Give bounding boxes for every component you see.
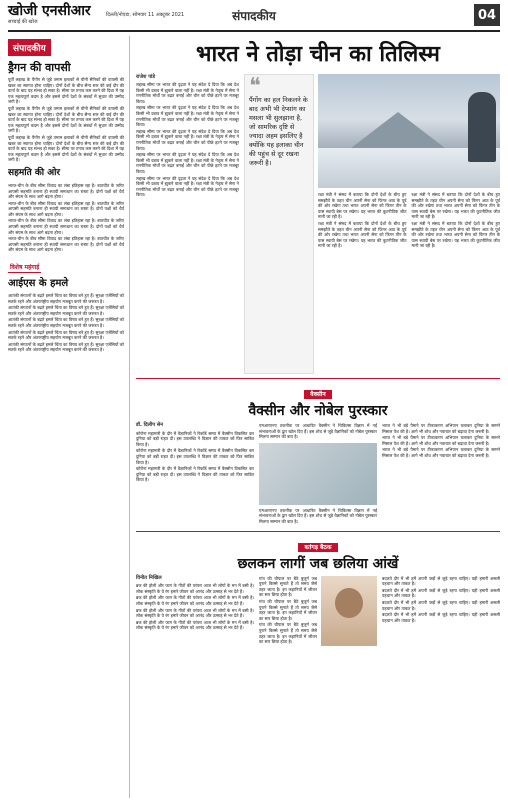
editorial-label: संपादकीय — [8, 39, 51, 56]
lead-photo — [318, 74, 500, 188]
person-figure — [468, 92, 496, 162]
vaccine-byline: डॉ. दिलीप सेन — [136, 422, 163, 428]
page-number: 04 — [474, 4, 500, 26]
masthead — [8, 0, 500, 32]
quote-mark-icon: ❝ — [249, 74, 261, 99]
brand — [8, 4, 100, 26]
author-portrait — [321, 576, 377, 646]
bottom-byline: विनीत निखिल — [136, 574, 162, 581]
special-body: आतंकी संगठनों के बढ़ते हमले चिंता का विषय बने हुए हैं। सुरक्षा एजेंसियों को सतर्क रहने और अंतरराष्ट्रीय सहयोग मजबूत करने की जरूरत है। आतंकी संगठनों के बढ़ते हमले चिंता का विषय बने हुए हैं। सुरक्षा एजेंसियों को सतर्क रहने और अंतरराष्ट्रीय सहयोग मजबूत करने की जरूरत है। आतंकी संगठनों के बढ़ते हमले चिंता का विषय बने हुए हैं। सुरक्षा एजेंसियों को सतर्क रहने और अंतरराष्ट्रीय सहयोग मजबूत करने की जरूरत है। आतंकी संगठनों के बढ़ते हमले चिंता का विषय बने हुए हैं। सुरक्षा एजेंसियों को सतर्क रहने और अंतरराष्ट्रीय सहयोग मजबूत करने की जरूरत है। आतंकी संगठनों के बढ़ते हमले चिंता का विषय बने हुए हैं। सुरक्षा एजेंसियों को सतर्क रहने और अंतरराष्ट्रीय सहयोग मजबूत करने की जरूरत है। — [8, 293, 124, 353]
vaccine-article: वैक्सीन वैक्सीन और नोबेल पुरस्कार डॉ. दिलीप सेन कोरोना महामारी के दौर में वैज्ञानिकों ने रिकॉर्ड समय में वैक्सीन विकसित कर दुनिया को बड़ी राहत दी। इस उपलब्धि ने विज्ञान की ताकत को फिर साबित किया है। कोरोना महामारी के दौर में वैज्ञानिकों ने रिकॉर्ड समय में वैक्सीन विकसित कर दुनिया को बड़ी राहत दी। इस उपलब्धि ने विज्ञान की ताकत को फिर साबित किया है। कोरोना महामारी के दौर में वैज्ञानिकों ने रिकॉर्ड समय में वैक्सीन विकसित कर दुनिया को बड़ी राहत दी। इस उपलब्धि ने विज्ञान की ताकत को फिर साबित किया है। एमआरएनए तकनीक पर आधारित वैक्सीन ने चिकित्सा विज्ञान में नई संभावनाओं के द्वार खोल दिए हैं। इस शोध से जुड़े वैज्ञानिकों को नोबेल पुरस्कार मिलना सम्मान की बात है। एमआरएनए तकनीक पर आधारित वैक्सीन ने चिकित्सा विज्ञान में नई संभावनाओं के द्वार खोल दिए हैं। इस शोध से जुड़े वैज्ञानिकों को नोबेल पुरस्कार मिलना सम्मान की बात है। भारत ने भी बड़े पैमाने पर टीकाकरण अभियान चलाकर दुनिया के सामने मिसाल पेश की है। आगे भी शोध और नवाचार को बढ़ावा देना जरूरी है। भारत ने भी बड़े पैमाने पर टीकाकरण अभियान चलाकर दुनिया के सामने मिसाल पेश की है। आगे भी शोध और नवाचार को बढ़ावा देना जरूरी है। भारत ने भी बड़े पैमाने पर टीकाकरण अभियान चलाकर दुनिया के सामने मिसाल पेश की है। आगे भी शोध और नवाचार को बढ़ावा देना जरूरी है। — [136, 378, 500, 526]
pull-quote-text: पैंगोंग का हल निकलने के बाद अभी भी देप्सांग का मसला भी सुलझाना है, जो सामरिक दृष्टि से ज्यादा अहम इसलिए है क्योंकि यह इलाका चीन की पहुंच से दूर रखना जरूरी है। — [249, 96, 308, 167]
newspaper-logo: खोजी एनसीआर — [8, 3, 91, 19]
bottom-headline: छलकन लागीं जब छलिया आंखें — [237, 555, 399, 572]
lead-right: रक्षा मंत्री ने संसद में बताया कि दोनों देशों के बीच हुए समझौते के तहत चीन अपनी सेना को फिंगर आठ के पूर्व की ओर रखेगा तथा भारत अपनी सेना को फिंगर तीन के पास स्थायी बेस पर रखेगा। यह भारत की कूटनीतिक जीत मानी जा रही है। रक्षा मंत्री ने संसद में बताया कि दोनों देशों के बीच हुए समझौते के तहत चीन अपनी सेना को फिंगर आठ के पूर्व की ओर रखेगा तथा भारत अपनी सेना को फिंगर तीन के पास स्थायी बेस पर रखेगा। यह भारत की कूटनीतिक जीत मानी जा रही है। रक्षा मंत्री ने संसद में बताया कि दोनों देशों के बीच हुए समझौते के तहत चीन अपनी सेना को फिंगर आठ के पूर्व की ओर रखेगा तथा भारत अपनी सेना को फिंगर तीन के पास स्थायी बेस पर रखेगा। यह भारत की कूटनीतिक जीत मानी जा रही है। रक्षा मंत्री ने संसद में बताया कि दोनों देशों के बीच हुए समझौते के तहत चीन अपनी सेना को फिंगर आठ के पूर्व की ओर रखेगा तथा भारत अपनी सेना को फिंगर तीन के पास स्थायी बेस पर रखेगा। यह भारत की कूटनीतिक जीत मानी जा रही है। — [318, 74, 500, 374]
special-label: विशेष महंगाई — [10, 264, 40, 272]
content-grid — [8, 36, 500, 798]
vaccine-photo — [259, 443, 377, 505]
bottom-label: बतंगड़ बैठक — [298, 543, 337, 552]
editorial-body-2: भारत-चीन के बीच सीमा विवाद का लंबा इतिहास रहा है। बातचीत के जरिए आपसी सहमति बनाना ही स्थायी समाधान का रास्ता है। दोनों पक्षों को धैर्य और संयम के साथ आगे बढ़ना होगा। भारत-चीन के बीच सीमा विवाद का लंबा इतिहास रहा है। बातचीत के जरिए आपसी सहमति बनाना ही स्थायी समाधान का रास्ता है। दोनों पक्षों को धैर्य और संयम के साथ आगे बढ़ना होगा। भारत-चीन के बीच सीमा विवाद का लंबा इतिहास रहा है। बातचीत के जरिए आपसी सहमति बनाना ही स्थायी समाधान का रास्ता है। दोनों पक्षों को धैर्य और संयम के साथ आगे बढ़ना होगा। भारत-चीन के बीच सीमा विवाद का लंबा इतिहास रहा है। बातचीत के जरिए आपसी सहमति बनाना ही स्थायी समाधान का रास्ता है। दोनों पक्षों को धैर्य और संयम के साथ आगे बढ़ना होगा। — [8, 182, 124, 253]
tagline: सच्चाई की खोज — [8, 19, 38, 25]
lead-column-1: राजेश पांडे लद्दाख सीमा पर भारत की दृढ़ता ने यह संदेश दे दिया कि अब देश किसी भी दबाव में झुकने वाला नहीं है। रक्षा मंत्री के नेतृत्व में सेना ने रणनीतिक मोर्चों पर बढ़त बनाई और चीन को पीछे हटने पर मजबूर किया। लद्दाख सीमा पर भारत की दृढ़ता ने यह संदेश दे दिया कि अब देश किसी भी दबाव में झुकने वाला नहीं है। रक्षा मंत्री के नेतृत्व में सेना ने रणनीतिक मोर्चों पर बढ़त बनाई और चीन को पीछे हटने पर मजबूर किया। लद्दाख सीमा पर भारत की दृढ़ता ने यह संदेश दे दिया कि अब देश किसी भी दबाव में झुकने वाला नहीं है। रक्षा मंत्री के नेतृत्व में सेना ने रणनीतिक मोर्चों पर बढ़त बनाई और चीन को पीछे हटने पर मजबूर किया। लद्दाख सीमा पर भारत की दृढ़ता ने यह संदेश दे दिया कि अब देश किसी भी दबाव में झुकने वाला नहीं है। रक्षा मंत्री के नेतृत्व में सेना ने रणनीतिक मोर्चों पर बढ़त बनाई और चीन को पीछे हटने पर मजबूर किया। लद्दाख सीमा पर भारत की दृढ़ता ने यह संदेश दे दिया कि अब देश किसी भी दबाव में झुकने वाला नहीं है। रक्षा मंत्री के नेतृत्व में सेना ने रणनीतिक मोर्चों पर बढ़त बनाई और चीन को पीछे हटने पर मजबूर किया। — [136, 74, 239, 198]
vaccine-headline: वैक्सीन और नोबेल पुरस्कार — [248, 403, 388, 419]
dateline: दिल्ली/नोएडा, सोमवार 11 अक्टूबर 2021 — [106, 11, 185, 18]
bottom-article: बतंगड़ बैठक छलकन लागीं जब छलिया आंखें विनीत निखिल ब्रज की होली और फाग के गीतों की परंपरा आज भी लोगों के मन में बसी है। लोक संस्कृति के ये रंग हमारे जीवन को आनंद और उत्साह से भर देते हैं। ब्रज की होली और फाग के गीतों की परंपरा आज भी लोगों के मन में बसी है। लोक संस्कृति के ये रंग हमारे जीवन को आनंद और उत्साह से भर देते हैं। ब्रज की होली और फाग के गीतों की परंपरा आज भी लोगों के मन में बसी है। लोक संस्कृति के ये रंग हमारे जीवन को आनंद और उत्साह से भर देते हैं। ब्रज की होली और फाग के गीतों की परंपरा आज भी लोगों के मन में बसी है। लोक संस्कृति के ये रंग हमारे जीवन को आनंद और उत्साह से भर देते हैं। गांव की चौपाल पर बैठे बुजुर्ग जब पुराने किस्से सुनाते हैं तो समय जैसे ठहर जाता है। इन कहानियों में जीवन का सार छिपा होता है। गांव की चौपाल पर बैठे बुजुर्ग जब पुराने किस्से सुनाते हैं तो समय जैसे ठहर जाता है। इन कहानियों में जीवन का सार छिपा होता है। गांव की चौपाल पर बैठे बुजुर्ग जब पुराने किस्से सुनाते हैं तो समय जैसे ठहर जाता है। इन कहानियों में जीवन का सार छिपा होता है। बदलते दौर में भी हमें अपनी जड़ों से जुड़े रहना चाहिए। यही हमारी असली पहचान और ताकत है। बदलते दौर में भी हमें अपनी जड़ों से जुड़े रहना चाहिए। यही हमारी असली पहचान और ताकत है। बदलते दौर में भी हमें अपनी जड़ों से जुड़े रहना चाहिए। यही हमारी असली पहचान और ताकत है। बदलते दौर में भी हमें अपनी जड़ों से जुड़े रहना चाहिए। यही हमारी असली पहचान और ताकत है। — [136, 531, 500, 649]
pull-quote — [244, 74, 314, 374]
editorial-headline: ड्रैगन की वापसी — [8, 61, 71, 74]
editorial-subhead: सहमति की ओर — [8, 167, 61, 178]
section-heading: संपादकीय — [232, 8, 276, 23]
special-headline: आईएस के हमले — [8, 278, 69, 290]
main-area — [130, 36, 500, 798]
lead-headline: भारत ने तोड़ा चीन का तिलिस्म — [196, 42, 440, 67]
lead-article — [136, 74, 500, 374]
vaccine-label: वैक्सीन — [304, 390, 332, 399]
editorial-body: पूर्वी लद्दाख के पैंगोंग से जुड़े तमाम इलाकों से चीनी सैनिकों की वापसी की खबर का स्वागत होना चाहिए। दोनों देशों के बीच सैन्य स्तर की कई दौर की वार्ता के बाद यह संभव हो सका है। सीमा पर तनाव कम करने की दिशा में यह एक महत्वपूर्ण कदम है और इससे दोनों देशों के संबंधों में सुधार की उम्मीद जगी है। पूर्वी लद्दाख के पैंगोंग से जुड़े तमाम इलाकों से चीनी सैनिकों की वापसी की खबर का स्वागत होना चाहिए। दोनों देशों के बीच सैन्य स्तर की कई दौर की वार्ता के बाद यह संभव हो सका है। सीमा पर तनाव कम करने की दिशा में यह एक महत्वपूर्ण कदम है और इससे दोनों देशों के संबंधों में सुधार की उम्मीद जगी है। पूर्वी लद्दाख के पैंगोंग से जुड़े तमाम इलाकों से चीनी सैनिकों की वापसी की खबर का स्वागत होना चाहिए। दोनों देशों के बीच सैन्य स्तर की कई दौर की वार्ता के बाद यह संभव हो सका है। सीमा पर तनाव कम करने की दिशा में यह एक महत्वपूर्ण कदम है और इससे दोनों देशों के संबंधों में सुधार की उम्मीद जगी है। — [8, 77, 124, 163]
editorial-column — [8, 36, 130, 798]
lead-byline: राजेश पांडे — [136, 74, 156, 80]
